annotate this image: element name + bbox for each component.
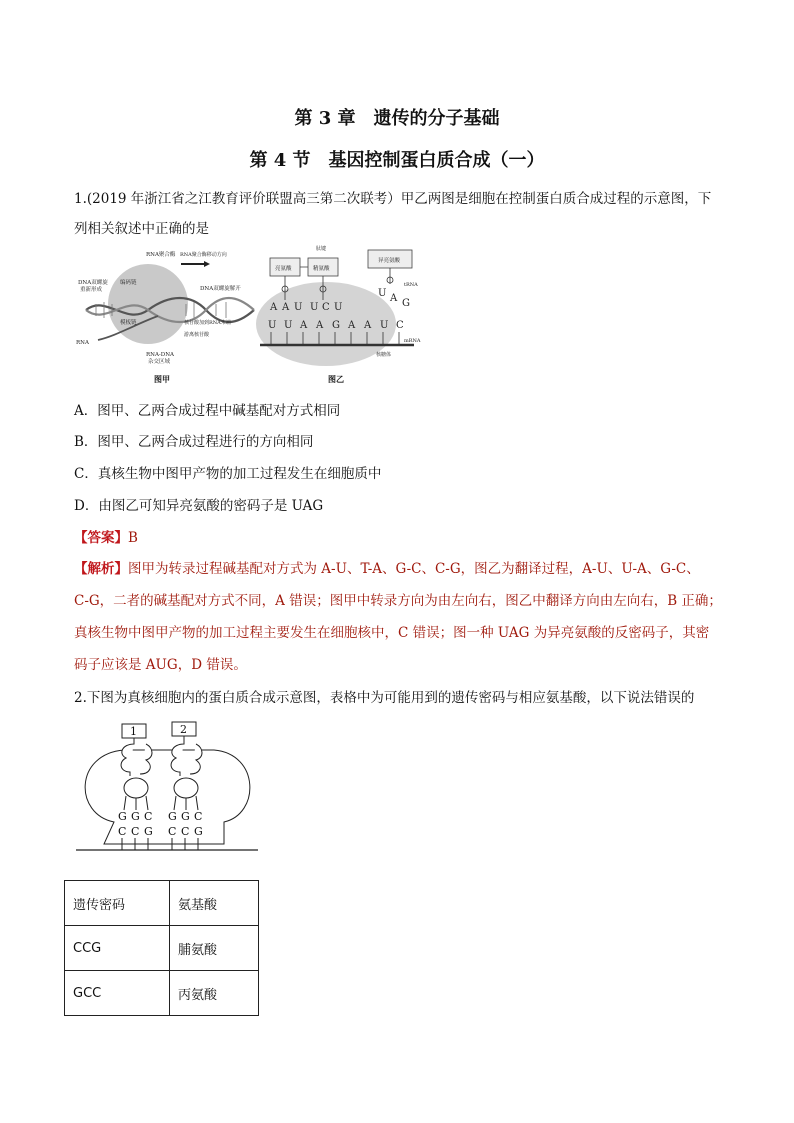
q1-analysis-line2: C-G，二者的碱基配对方式不同，A 错误；图甲中转录方向为由左向右，图乙中翻译方向由左向右，B 正确；	[74, 593, 722, 609]
mrna-base: A	[364, 320, 372, 331]
codon-table	[64, 880, 259, 1016]
q1-analysis-line4: 码子应该是 AUG，D 错误。	[74, 657, 247, 673]
table-cell: 脯氨酸	[170, 926, 259, 971]
figure-yi-translation	[256, 244, 426, 389]
table-row	[65, 926, 259, 971]
table-cell: 丙氨酸	[170, 971, 259, 1016]
table-header-row	[65, 881, 259, 926]
anticodon3-2: G	[402, 298, 410, 309]
anticodon2-0: U	[310, 302, 319, 313]
anticodon3-1: A	[390, 293, 398, 304]
anticodon1-1: A	[282, 302, 290, 313]
svg-text:重新形成: 重新形成	[80, 287, 103, 293]
figure-jia-transcription	[76, 244, 256, 389]
mrna-base: U	[380, 320, 389, 331]
table-cell: CCG	[65, 926, 170, 971]
q1-option-d: D．由图乙可知异亮氨酸的密码子是 UAG	[74, 498, 324, 514]
q1-option-c: C．真核生物中图甲产物的加工过程发生在细胞质中	[74, 466, 382, 482]
ribosome-shape	[256, 282, 396, 366]
table-cell: GCC	[65, 971, 170, 1016]
anticodon3-0: U	[378, 288, 387, 299]
q2-anticodon1-0: G	[118, 810, 127, 823]
q2-anticodon2-1: G	[181, 810, 190, 823]
q1-stem-line1: 1.(2019 年浙江省之江教育评价联盟高三第二次联考）甲乙两图是细胞在控制蛋白质合成过程的示意图，下	[74, 191, 712, 207]
mrna-base: U	[284, 320, 293, 331]
label-free-nt: 游离核苷酸	[184, 332, 210, 338]
label-rna-end: 核苷酸加到RNA末端	[184, 320, 231, 326]
q1-analysis-line1: 【解析】图甲为转录过程碱基配对方式为 A-U、T-A、G-C、C-G，图乙为翻译过程，A-U、U-A、G-C、	[74, 561, 700, 577]
q1-stem-line2: 列相关叙述中正确的是	[74, 221, 209, 237]
q2-stem: 2.下图为真核细胞内的蛋白质合成示意图，表格中为可能用到的遗传密码与相应氨基酸，以下说法错误的	[74, 690, 695, 706]
q1-answer	[74, 526, 138, 546]
label-rna: RNA	[76, 340, 89, 346]
label-aa2: 精氨酸	[313, 266, 330, 272]
answer-tag: 【答案】	[74, 530, 128, 546]
label-mrna: mRNA	[404, 338, 421, 344]
q2-codon1-2: G	[144, 825, 153, 838]
q1-option-a: A．图甲、乙两合成过程中碱基配对方式相同	[74, 403, 341, 419]
chapter-title: 第 3 章 遗传的分子基础	[294, 108, 500, 129]
box-1-label: 1	[130, 725, 137, 738]
answer-value: B	[128, 530, 138, 546]
mrna-base: A	[300, 320, 308, 331]
q2-anticodon2-0: G	[168, 810, 177, 823]
q2-codon2-1: C	[181, 825, 190, 838]
table-header-cell: 遗传密码	[65, 881, 170, 926]
table-header-cell: 氨基酸	[170, 881, 259, 926]
q2-anticodon2-2: C	[194, 810, 203, 823]
caption-yi: 图乙	[328, 374, 344, 384]
q2-codon1-1: C	[131, 825, 140, 838]
q2-codon1-0: C	[118, 825, 127, 838]
q2-figure-ribosome	[74, 714, 260, 868]
box-2-label: 2	[180, 723, 187, 736]
caption-jia: 图甲	[154, 374, 170, 384]
anticodon1-0: A	[270, 302, 278, 313]
label-coding-strand: 编码链	[120, 280, 137, 286]
q2-anticodon1-2: C	[144, 810, 153, 823]
anticodon1-2: U	[294, 302, 303, 313]
mrna-base: A	[348, 320, 356, 331]
label-aa1: 亮氨酸	[275, 266, 292, 272]
q2-codon2-0: C	[168, 825, 177, 838]
label-ribosome: 核糖体	[376, 352, 392, 358]
mrna-base: U	[268, 320, 277, 331]
mrna-base: G	[332, 320, 340, 331]
mrna-base: A	[316, 320, 324, 331]
label-aa3: 异亮氨酸	[378, 258, 401, 264]
q2-codon2-2: G	[194, 825, 203, 838]
label-template: 模板链	[120, 320, 137, 326]
table-row	[65, 971, 259, 1016]
anticodon2-1: C	[322, 302, 330, 313]
analysis-tag: 【解析】	[74, 561, 128, 577]
q1-option-b: B．图甲、乙两合成过程进行的方向相同	[74, 434, 314, 450]
mrna-base: C	[396, 320, 404, 331]
label-rna-pol: RNA聚合酶	[146, 252, 176, 258]
label-dna-unwind: DNA双螺旋解开	[200, 286, 241, 292]
section-title: 第 4 节 基因控制蛋白质合成（一）	[249, 150, 545, 171]
svg-text:杂交区域: 杂交区域	[148, 359, 171, 365]
label-dna-rewind: DNA双螺旋	[78, 280, 108, 286]
label-hybrid: RNA-DNA	[146, 352, 174, 358]
q1-analysis-line3: 真核生物中图甲产物的加工过程主要发生在细胞核中，C 错误；图一种 UAG 为异亮氨酸的反密码子，其密	[74, 625, 710, 641]
label-trna: tRNA	[404, 282, 418, 288]
label-rna-pol-dir: RNA聚合酶移动方向	[180, 252, 227, 258]
label-peptide-bond: 肽键	[316, 246, 327, 252]
anticodon2-2: U	[334, 302, 343, 313]
q2-anticodon1-1: G	[131, 810, 140, 823]
